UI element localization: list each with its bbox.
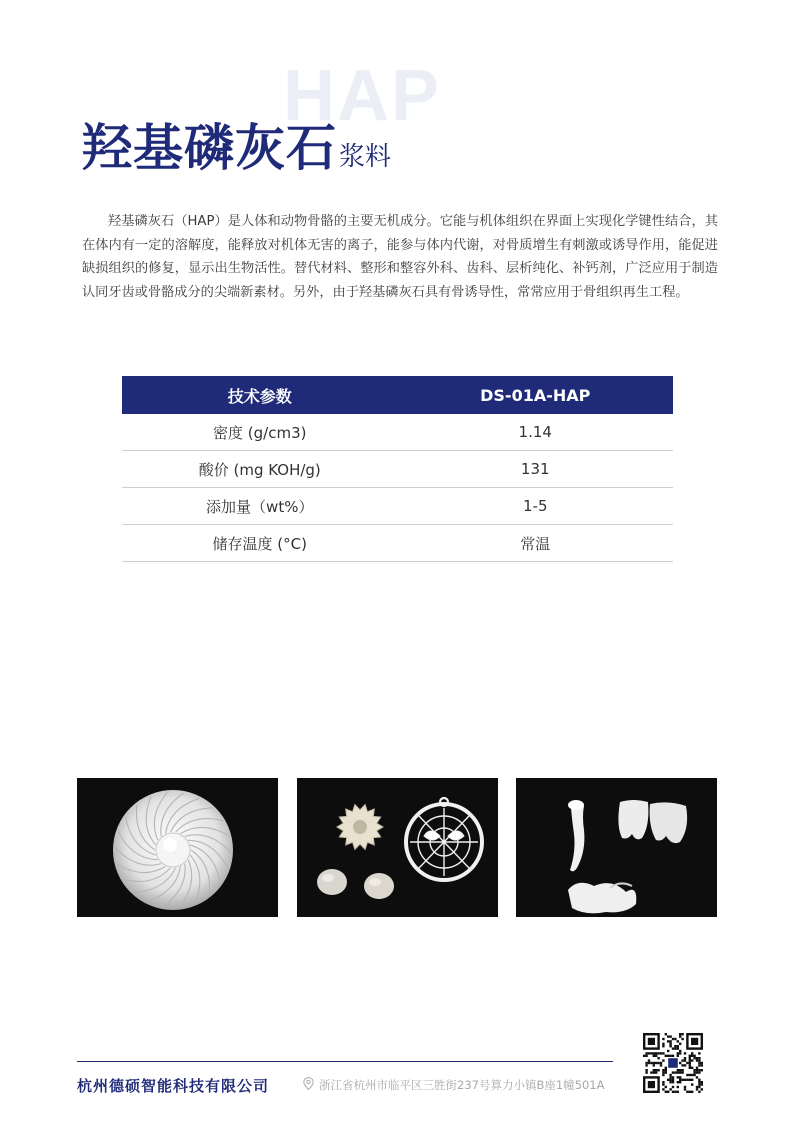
intro-paragraph: 羟基磷灰石（HAP）是人体和动物骨骼的主要无机成分。它能与机体组织在界面上实现化学键性结合，其在体内有一定的溶解度，能释放对机体无害的离子，能参与体内代谢，对骨质增生有刺激或诱导作用，能促进缺损组织的修复，显示出生物活性。替代材料、整形和整容外科、齿科、层析纯化、补钙剂，广泛应用于制造认同牙齿或骨骼成分的尖端新素材。另外，由于羟基磷灰石具有骨诱导性，常常应用于骨组织再生工程。 xyxy=(82,214,718,300)
spec-table xyxy=(122,376,673,562)
title-main: 羟基磷灰石 xyxy=(82,119,337,177)
table-row xyxy=(122,451,673,488)
footer-divider xyxy=(77,1061,613,1062)
value-cell: 常温 xyxy=(398,525,674,562)
photo-printed-parts xyxy=(297,778,498,917)
page-title xyxy=(82,108,391,180)
table-row xyxy=(122,414,673,451)
company-name: 杭州德硕智能科技有限公司 xyxy=(77,1077,270,1095)
address-text: 浙江省杭州市临平区三胜街237号算力小镇B座1幢501A xyxy=(319,1078,605,1092)
value-cell: 1.14 xyxy=(398,414,674,451)
location-pin-icon xyxy=(303,1077,314,1093)
photo-bone-models xyxy=(516,778,717,917)
value-cell: 1-5 xyxy=(398,488,674,525)
title-sub: 浆料 xyxy=(339,142,392,172)
param-cell: 酸价 (mg KOH/g) xyxy=(122,451,398,488)
qr-code xyxy=(643,1033,703,1093)
hap-watermark: HAP xyxy=(283,56,442,136)
table-row xyxy=(122,525,673,562)
param-cell: 密度 (g/cm3) xyxy=(122,414,398,451)
param-cell: 添加量（wt%） xyxy=(122,488,398,525)
table-row xyxy=(122,488,673,525)
param-cell: 储存温度 (°C) xyxy=(122,525,398,562)
spec-header-row xyxy=(122,376,673,414)
value-cell: 131 xyxy=(398,451,674,488)
company-address xyxy=(303,1077,604,1093)
spec-header-model: DS-01A-HAP xyxy=(398,376,674,414)
spec-header-param: 技术参数 xyxy=(122,376,398,414)
photo-impeller xyxy=(77,778,278,917)
